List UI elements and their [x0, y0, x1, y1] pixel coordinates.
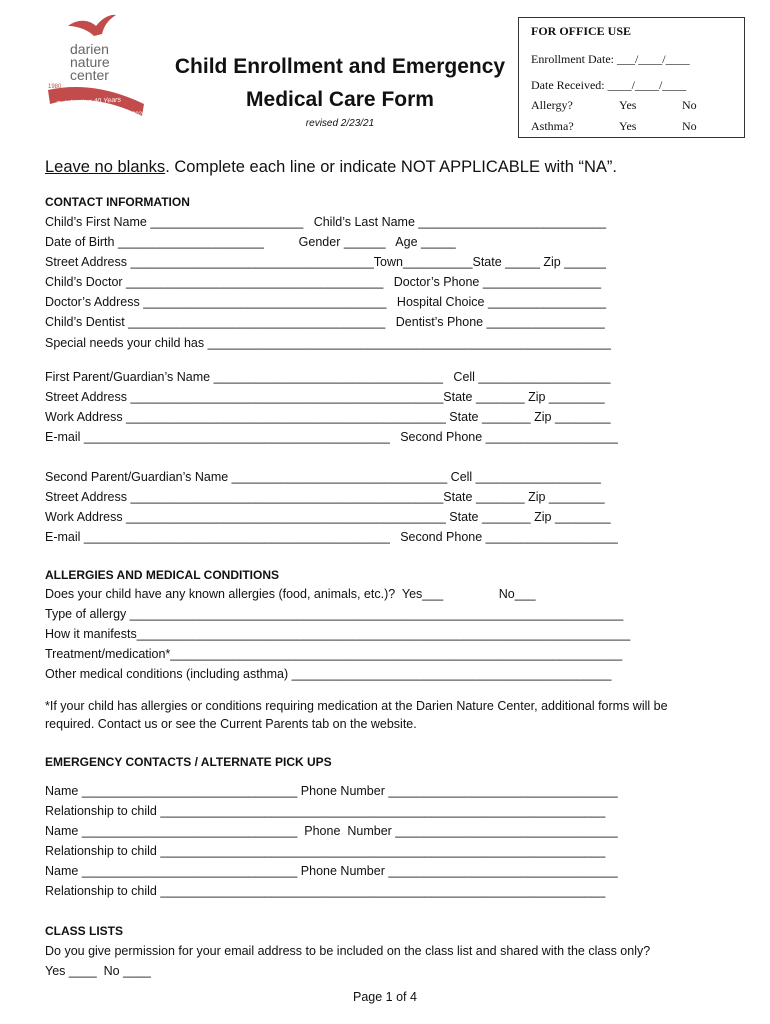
allergy-line[interactable]: Other medical conditions (including asthma) ______________________________________________: [45, 667, 612, 681]
allergy-yes[interactable]: Yes: [619, 98, 637, 112]
allergy-no[interactable]: No: [682, 98, 697, 112]
banner-text: Celebrating 40 Years: [55, 96, 122, 108]
asthma-no[interactable]: No: [682, 119, 697, 133]
emergency-heading: EMERGENCY CONTACTS / ALTERNATE PICK UPS: [45, 755, 332, 769]
emergency-line[interactable]: Relationship to child ________________________________________________________________: [45, 804, 606, 818]
office-use-title: FOR OFFICE USE: [531, 24, 632, 38]
allergy-note: *If your child has allergies or conditions requiring medication at the Darien Nature Center, additional forms will be: [45, 699, 668, 713]
allergy-note: required. Contact us or see the Current Parents tab on the website.: [45, 717, 417, 731]
darien-nature-center-logo: [44, 12, 154, 122]
logo-word-2: nature: [70, 54, 110, 70]
heron-icon: [68, 15, 116, 36]
parent1-line[interactable]: E-mail ____________________________________________ Second Phone ___________________: [45, 430, 618, 444]
classlists-answer[interactable]: Yes ____ No ____: [45, 964, 151, 978]
emergency-line[interactable]: Relationship to child ________________________________________________________________: [45, 884, 606, 898]
allergy-label: Allergy?: [531, 98, 573, 112]
title-line-1: Child Enrollment and Emergency: [174, 55, 506, 78]
page-number: Page 1 of 4: [353, 990, 417, 1004]
logo-word-1: darien: [70, 41, 109, 57]
asthma-label: Asthma?: [531, 119, 574, 133]
banner-year-left: 1980: [48, 84, 62, 90]
allergy-line[interactable]: Treatment/medication*_________________________________________________________________: [45, 647, 623, 661]
contact-line[interactable]: Child’s First Name ______________________ Child’s Last Name ___________________________: [45, 215, 607, 229]
contact-heading: CONTACT INFORMATION: [45, 195, 190, 209]
enrollment-date-field[interactable]: Enrollment Date: ___/____/____: [531, 52, 690, 66]
contact-line[interactable]: Date of Birth _____________________ Gender ______ Age _____: [45, 235, 456, 249]
asthma-yes[interactable]: Yes: [619, 119, 637, 133]
allergies-heading: ALLERGIES AND MEDICAL CONDITIONS: [45, 568, 280, 582]
parent2-line[interactable]: Street Address _____________________________________________State _______ Zip ________: [45, 490, 605, 504]
parent1-line[interactable]: First Parent/Guardian’s Name _________________________________ Cell ___________________: [45, 370, 611, 384]
classlists-heading: CLASS LISTS: [45, 924, 124, 938]
form-title: [170, 50, 510, 116]
parent1-line[interactable]: Street Address _____________________________________________State _______ Zip ________: [45, 390, 605, 404]
classlists-question: Do you give permission for your email address to be included on the class list and shared with the class only?: [45, 944, 651, 958]
leave-no-blanks: Leave no blanks: [45, 158, 166, 176]
revision-date: revised 2/23/21: [305, 118, 375, 129]
logo-word-3: center: [70, 67, 109, 83]
banner-year-right: 2020: [132, 112, 146, 118]
parent2-line[interactable]: E-mail ____________________________________________ Second Phone ___________________: [45, 530, 618, 544]
office-use-box: [518, 17, 745, 138]
parent2-line[interactable]: Second Parent/Guardian’s Name _______________________________ Cell __________________: [45, 470, 601, 484]
title-line-2: Medical Care Form: [246, 88, 434, 111]
contact-line[interactable]: Doctor’s Address ___________________________________ Hospital Choice _________________: [45, 295, 607, 309]
parent1-line[interactable]: Work Address ______________________________________________ State _______ Zip ________: [45, 410, 611, 424]
emergency-line[interactable]: Name _______________________________ Phone Number _________________________________: [45, 784, 618, 798]
parent2-line[interactable]: Work Address ______________________________________________ State _______ Zip ________: [45, 510, 611, 524]
emergency-line[interactable]: Relationship to child ________________________________________________________________: [45, 844, 606, 858]
allergy-line[interactable]: How it manifests_______________________________________________________________________: [45, 627, 631, 641]
contact-line[interactable]: Special needs your child has __________________________________________________________: [45, 336, 611, 350]
emergency-line[interactable]: Name _______________________________ Phone Number _________________________________: [45, 864, 618, 878]
emergency-line[interactable]: Name _______________________________ Phone Number ________________________________: [45, 824, 618, 838]
instructions: [45, 158, 617, 177]
date-received-field[interactable]: Date Received: ____/____/____: [531, 78, 687, 92]
instructions-rest: . Complete each line or indicate NOT APPLICABLE with “NA”.: [165, 158, 617, 176]
allergy-line[interactable]: Does your child have any known allergies (food, animals, etc.)? Yes___ No___: [45, 587, 536, 601]
allergy-line[interactable]: Type of allergy _______________________________________________________________________: [45, 607, 624, 621]
contact-line[interactable]: Street Address ___________________________________Town__________State _____ Zip ______: [45, 255, 606, 269]
contact-line[interactable]: Child’s Doctor _____________________________________ Doctor’s Phone _________________: [45, 275, 602, 289]
contact-line[interactable]: Child’s Dentist _____________________________________ Dentist’s Phone _________________: [45, 315, 605, 329]
